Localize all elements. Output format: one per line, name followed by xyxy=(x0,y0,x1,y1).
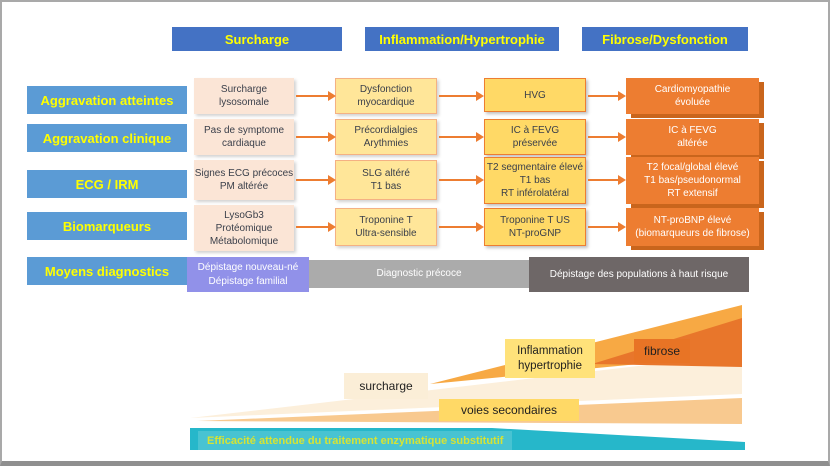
inflammation-wedge-label xyxy=(505,339,595,378)
fibrose-wedge-label xyxy=(634,339,690,363)
cell-line: T1 bas xyxy=(519,175,551,186)
header-inflammation-hypertrophie-label: Inflammation/Hypertrophie xyxy=(379,31,545,47)
cell-line: cardiaque xyxy=(222,138,266,149)
cell-precordialgies-arythmies xyxy=(335,119,437,155)
row-label-text: Moyens diagnostics xyxy=(44,263,170,279)
arrow-right-icon xyxy=(588,136,618,138)
row-label-text: Aggravation clinique xyxy=(42,130,172,146)
cell-lysogb3 xyxy=(194,205,294,251)
cell-t2-segmentaire xyxy=(484,157,586,204)
cell-line: Métabolomique xyxy=(209,235,279,247)
cell-line: Dysfonction xyxy=(359,84,413,95)
label-text: Efficacité attendue du traitement enzymatique substitutif xyxy=(207,434,504,447)
cell-line: évoluée xyxy=(674,97,711,108)
cell-hvg xyxy=(484,78,586,112)
arrow-right-icon xyxy=(296,226,328,228)
row-label-aggravation-clinique xyxy=(27,124,187,152)
segment-line: Dépistage nouveau-né xyxy=(197,262,299,273)
arrow-right-icon xyxy=(588,226,618,228)
cell-line: (biomarqueurs de fibrose) xyxy=(635,228,750,239)
voies-secondaires-wedge-label xyxy=(439,399,579,421)
cell-line: IC à FEVG xyxy=(668,125,717,136)
cell-line: T1 bas/pseudonormal xyxy=(644,175,741,186)
cell-line: Cardiomyopathie xyxy=(654,84,731,95)
segment-line: Dépistage familial xyxy=(208,275,288,287)
row-label-ecg-irm xyxy=(27,170,187,198)
surcharge-wedge-label xyxy=(344,373,428,399)
treatment-efficacy-label xyxy=(198,431,512,450)
cell-line: Ultra-sensible xyxy=(355,228,417,239)
cell-ic-fevg-alteree xyxy=(626,119,759,155)
header-fibrose-dysfonction-label: Fibrose/Dysfonction xyxy=(602,31,728,47)
cell-line: RT extensif xyxy=(667,188,718,199)
cell-line: HVG xyxy=(524,89,546,101)
cell-line: altérée xyxy=(677,138,708,149)
cell-nt-probnp-eleve xyxy=(626,208,759,246)
cell-line: lysosomale xyxy=(218,97,270,108)
cell-line: Précordialgies xyxy=(354,125,418,136)
cell-line: NT-proBNP élevé xyxy=(653,215,732,226)
row-label-aggravation-atteintes xyxy=(27,86,187,114)
arrow-right-icon xyxy=(439,226,476,228)
cell-line: myocardique xyxy=(357,97,415,108)
row-label-text: Biomarqueurs xyxy=(62,218,152,234)
cell-line: Pas de symptome xyxy=(203,125,285,136)
cell-line: NT-proGNP xyxy=(508,228,562,239)
header-fibrose-dysfonction xyxy=(582,27,748,51)
arrow-right-icon xyxy=(296,179,328,181)
cell-troponine-t-us xyxy=(484,208,586,246)
cell-slg-altere xyxy=(335,160,437,200)
label-text: voies secondaires xyxy=(460,402,558,417)
segment-diagnostic-precoce xyxy=(309,260,529,288)
arrow-right-icon xyxy=(439,95,476,97)
header-surcharge xyxy=(172,27,342,51)
header-surcharge-label: Surcharge xyxy=(224,31,290,47)
cell-line: SLG altéré xyxy=(362,168,410,179)
cell-line: Arythmies xyxy=(363,138,409,149)
arrow-right-icon xyxy=(296,136,328,138)
cell-t2-focal-global xyxy=(626,157,759,204)
segment-line: Diagnostic précoce xyxy=(376,268,462,280)
label-text: surcharge xyxy=(359,378,413,393)
cell-line: Troponine T xyxy=(359,215,413,226)
cell-line: Signes ECG précoces xyxy=(194,168,294,179)
cell-pas-de-symptome xyxy=(194,119,294,155)
segment-line: Dépistage des populations à haut risque xyxy=(549,268,729,280)
cell-cardiomyopathie-evoluee xyxy=(626,78,759,114)
row-label-text: ECG / IRM xyxy=(75,176,139,192)
cell-line: Troponine T US xyxy=(500,215,570,226)
cell-line: PM altérée xyxy=(219,181,269,192)
cell-line: T2 focal/global élevé xyxy=(646,162,739,173)
row-label-biomarqueurs xyxy=(27,212,187,240)
arrow-right-icon xyxy=(588,179,618,181)
cell-surcharge-lysosomale xyxy=(194,78,294,114)
cell-line: préservée xyxy=(512,138,558,149)
cell-line: RT inférolatéral xyxy=(501,188,569,199)
label-text: Inflammation xyxy=(517,345,583,358)
label-text: fibrose xyxy=(643,343,681,358)
cell-dysfonction-myocardique xyxy=(335,78,437,114)
cell-line: Surcharge xyxy=(220,84,268,95)
cell-signes-ecg-precoces xyxy=(194,160,294,200)
cell-line: Protéomique xyxy=(215,222,273,234)
row-label-moyens-diagnostics xyxy=(27,257,187,285)
arrow-right-icon xyxy=(439,136,476,138)
cell-ic-fevg-preservee xyxy=(484,119,586,155)
cell-line: T1 bas xyxy=(370,181,402,192)
cell-line: IC à FEVG xyxy=(510,125,560,136)
header-inflammation-hypertrophie xyxy=(365,27,559,51)
arrow-right-icon xyxy=(439,179,476,181)
cell-troponine-t-ultrasensible xyxy=(335,208,437,246)
arrow-right-icon xyxy=(588,95,618,97)
cell-line: T2 segmentaire élevé xyxy=(486,162,584,173)
row-label-text: Aggravation atteintes xyxy=(40,92,174,108)
label-text: hypertrophie xyxy=(518,359,582,372)
segment-depistage-populations xyxy=(529,257,749,292)
cell-line: LysoGb3 xyxy=(224,209,264,221)
segment-depistage-nouveau-ne xyxy=(187,257,309,292)
arrow-right-icon xyxy=(296,95,328,97)
